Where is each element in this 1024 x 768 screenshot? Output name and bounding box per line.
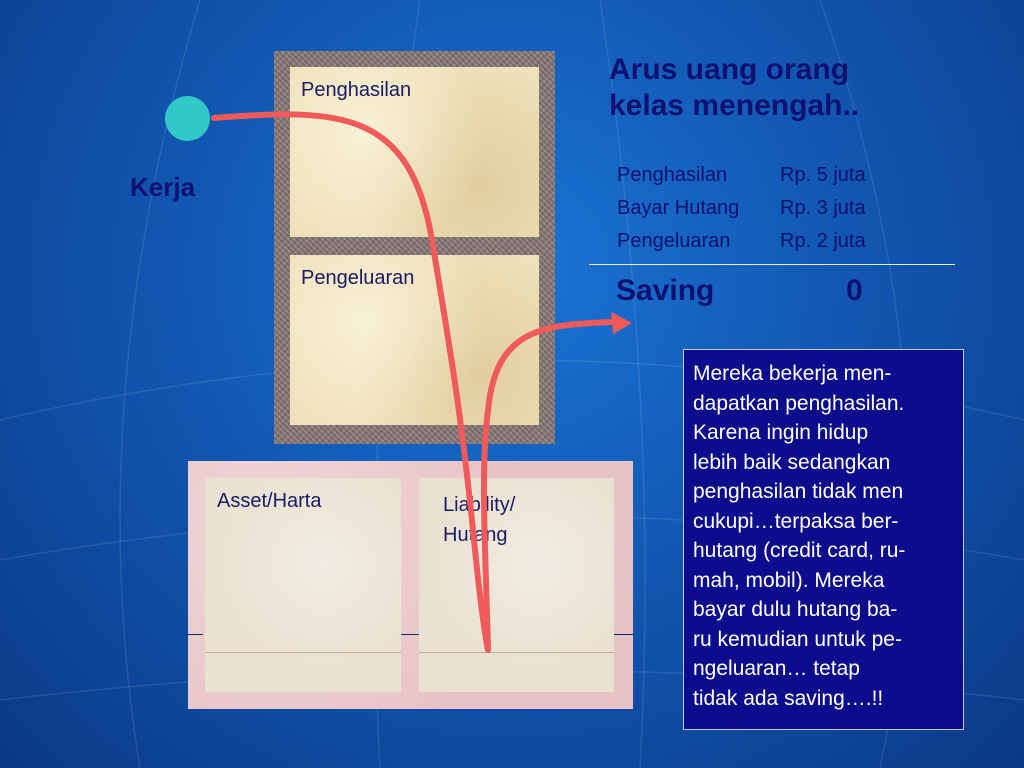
note-line: Mereka bekerja men- <box>693 362 892 385</box>
liability-label-line2: Hutang <box>443 524 508 546</box>
saving-value: 0 <box>846 274 863 307</box>
finance-row-value: Rp. 3 juta <box>780 197 866 219</box>
finance-row-label: Pengeluaran <box>617 230 731 252</box>
note-line: hutang (credit card, ru- <box>693 539 906 562</box>
note-line: cukupi…terpaksa ber- <box>693 509 899 533</box>
flow-path <box>214 114 610 650</box>
title-line-2: kelas menengah.. <box>609 89 860 122</box>
expense-label: Pengeluaran <box>301 267 415 289</box>
asset-label: Asset/Harta <box>217 490 322 512</box>
note-line: mah, mobil). Mereka <box>693 568 885 592</box>
saving-label: Saving <box>616 274 715 307</box>
income-label: Penghasilan <box>301 79 412 101</box>
finance-row-value: Rp. 5 juta <box>780 164 866 186</box>
title-line-1: Arus uang orang <box>609 53 850 86</box>
note-line: bayar dulu hutang ba- <box>693 598 898 621</box>
note-line: lebih baik sedangkan <box>693 450 891 474</box>
note-line: Karena ingin hidup <box>693 421 869 444</box>
note-line: ngeluaran… tetap <box>693 657 860 680</box>
arrowhead-icon <box>611 312 632 334</box>
note-line: tidak ada saving….!! <box>693 686 884 710</box>
note-line: penghasilan tidak men <box>693 480 904 503</box>
finance-row-label: Penghasilan <box>617 164 728 186</box>
liability-label-line1: Liability/ <box>443 494 516 516</box>
finance-row-value: Rp. 2 juta <box>780 230 866 252</box>
note-line: ru kemudian untuk pe- <box>693 627 902 651</box>
finance-row-label: Bayar Hutang <box>617 197 740 219</box>
work-label: Kerja <box>130 172 196 202</box>
note-line: dapatkan penghasilan. <box>693 391 905 415</box>
